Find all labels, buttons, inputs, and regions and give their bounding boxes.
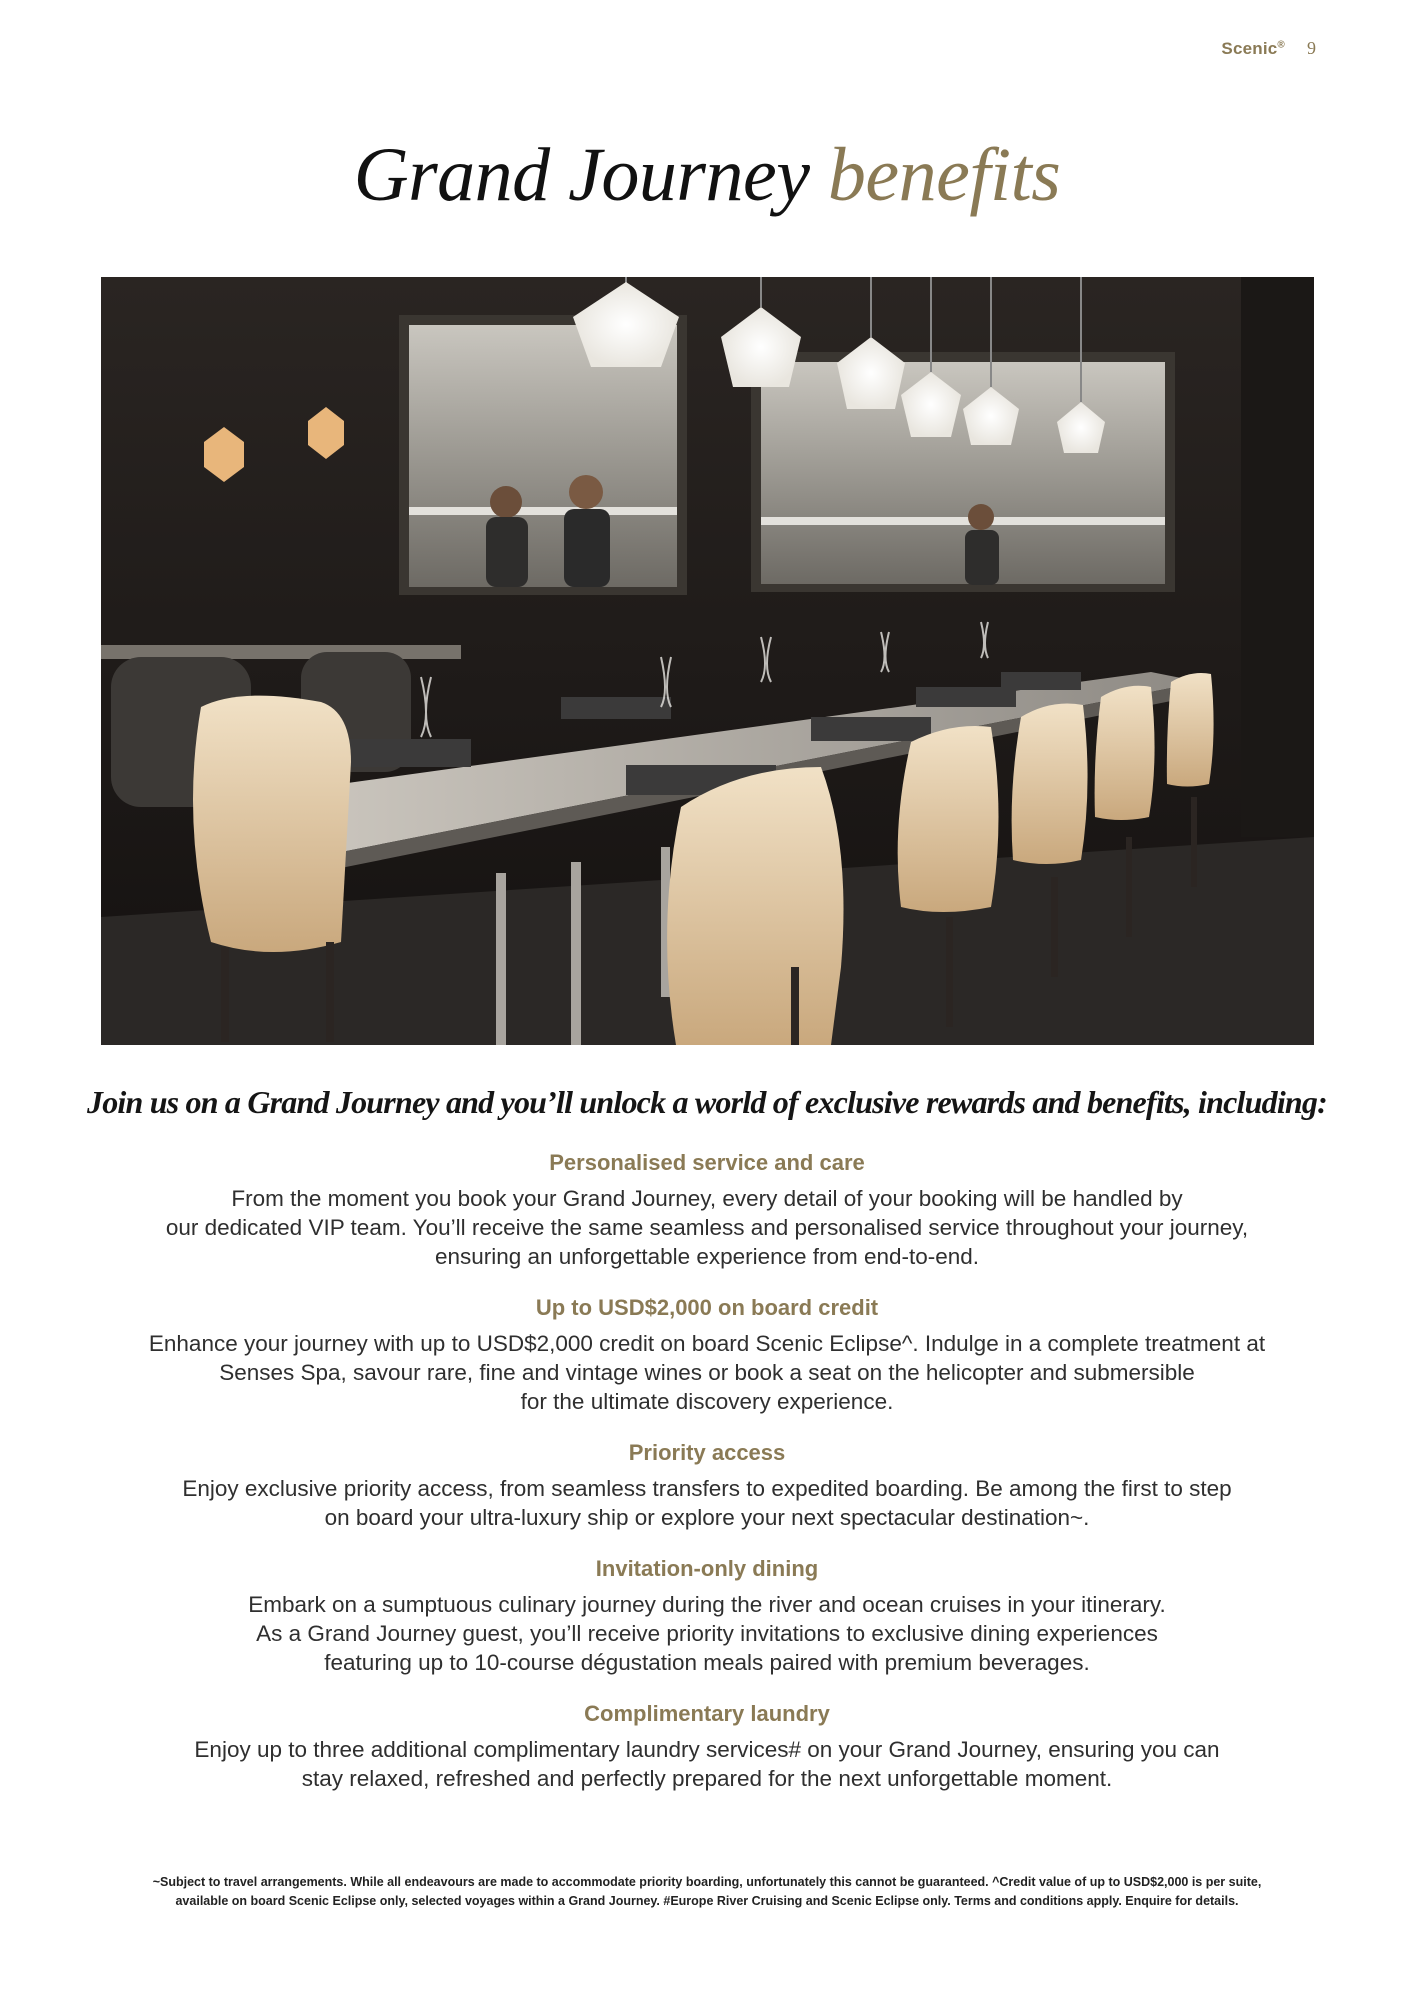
benefit-line: on board your ultra-luxury ship or explore your next spectacular destination~. — [324, 1505, 1090, 1530]
benefit-heading: Complimentary laundry — [584, 1701, 830, 1726]
benefit-line: Enjoy exclusive priority access, from seamless transfers to expedited boarding. Be among the first to step — [182, 1476, 1232, 1501]
benefit-description — [0, 1184, 1414, 1271]
page-title — [0, 130, 1414, 220]
benefit-line: As a Grand Journey guest, you’ll receive priority invitations to exclusive dining experiences — [256, 1621, 1158, 1646]
benefit-personalised-service — [0, 1148, 1414, 1271]
page-number: 9 — [1307, 38, 1316, 58]
benefit-onboard-credit — [0, 1293, 1414, 1416]
footnote-line: ~Subject to travel arrangements. While all endeavours are made to accommodate priority boarding, unfortunately this cannot be guaranteed. ^Credit value of up to USD$2,000 is per suite, — [152, 1875, 1262, 1889]
intro-statement: Join us on a Grand Journey and you’ll unlock a world of exclusive rewards and benefits, including: — [87, 1084, 1327, 1120]
benefit-description — [0, 1474, 1414, 1532]
benefit-line: for the ultimate discovery experience. — [520, 1389, 894, 1414]
benefit-line: Senses Spa, savour rare, fine and vintage wines or book a seat on the helicopter and submersible — [219, 1360, 1195, 1385]
footnote — [0, 1873, 1414, 1911]
benefit-line: Enhance your journey with up to USD$2,000 credit on board Scenic Eclipse^. Indulge in a complete treatment at — [148, 1331, 1266, 1356]
benefit-description — [0, 1735, 1414, 1793]
footnote-line: available on board Scenic Eclipse only, selected voyages within a Grand Journey. #Europe River Cruising and Scenic Eclipse only. Terms and conditions apply. Enquire for details. — [175, 1894, 1239, 1908]
benefit-priority-access — [0, 1438, 1414, 1532]
benefit-line: stay relaxed, refreshed and perfectly prepared for the next unforgettable moment. — [301, 1766, 1113, 1791]
title-accent: benefits — [827, 133, 1061, 217]
benefit-line: ensuring an unforgettable experience from end-to-end. — [434, 1244, 980, 1269]
benefit-description — [0, 1329, 1414, 1416]
benefits-list — [0, 1148, 1414, 1815]
benefit-heading: Personalised service and care — [549, 1150, 865, 1175]
restaurant-photo-icon — [101, 277, 1314, 1045]
benefit-line: Enjoy up to three additional complimentary laundry services# on your Grand Journey, ensuring you can — [194, 1737, 1220, 1762]
title-main: Grand Journey — [353, 133, 810, 217]
benefit-invitation-dining — [0, 1554, 1414, 1677]
benefit-line: Embark on a sumptuous culinary journey during the river and ocean cruises in your itinerary. — [248, 1592, 1166, 1617]
benefit-heading: Priority access — [628, 1440, 786, 1465]
brand-logo — [1221, 39, 1285, 59]
benefit-line: From the moment you book your Grand Journey, every detail of your booking will be handled by — [231, 1186, 1183, 1211]
benefit-line: our dedicated VIP team. You’ll receive the same seamless and personalised service throughout your journey, — [165, 1215, 1249, 1240]
benefit-heading: Invitation-only dining — [595, 1556, 819, 1581]
page-header — [1221, 38, 1316, 59]
benefit-complimentary-laundry — [0, 1699, 1414, 1793]
restaurant-photo — [101, 277, 1314, 1045]
brand-name: Scenic — [1221, 39, 1278, 58]
brand-mark: ® — [1277, 39, 1285, 51]
benefit-line: featuring up to 10-course dégustation meals paired with premium beverages. — [324, 1650, 1090, 1675]
benefit-heading: Up to USD$2,000 on board credit — [535, 1295, 879, 1320]
benefit-description — [0, 1590, 1414, 1677]
